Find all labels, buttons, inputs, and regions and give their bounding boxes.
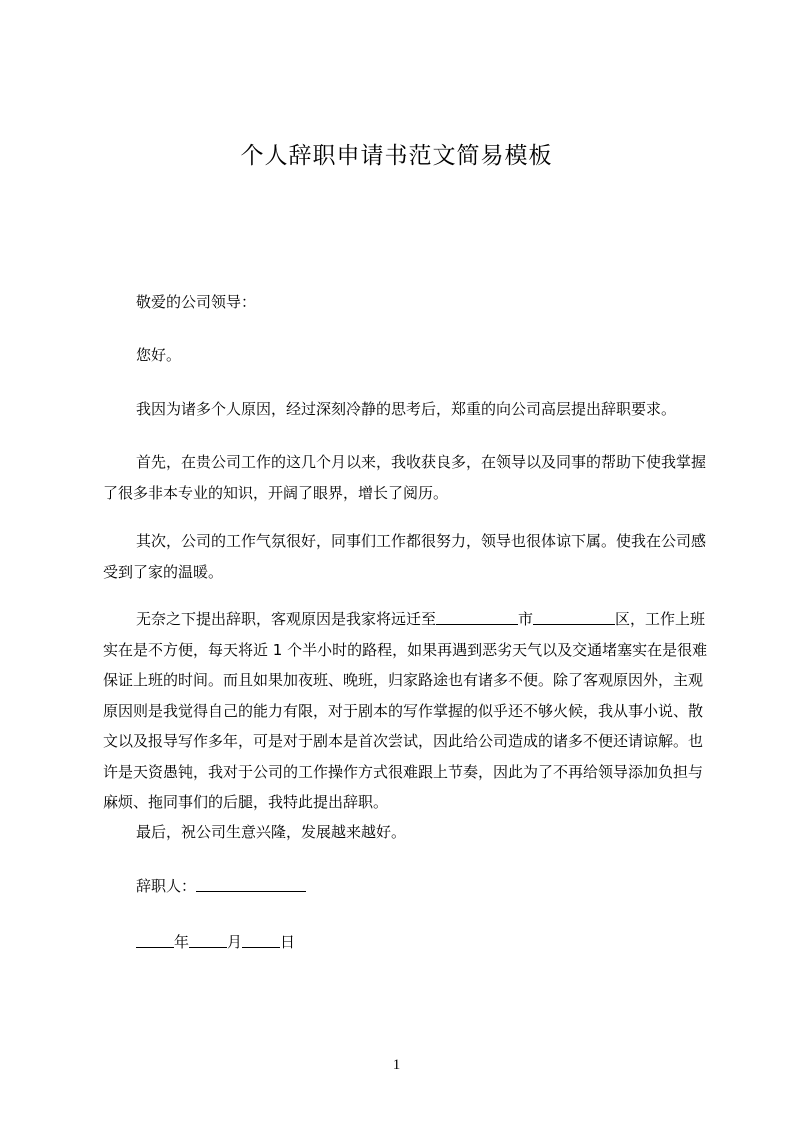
signature-blank [196, 877, 306, 892]
month-blank [189, 933, 227, 948]
paragraph-explanation [103, 604, 717, 818]
paragraph-atmosphere: 其次，公司的工作气氛很好，同事们工作都很努力，领导也很体谅下属。使我在公司感受到了家的温暖。 [103, 532, 707, 581]
day-label: 日 [280, 933, 296, 951]
salutation: 敬爱的公司领导： [136, 293, 257, 311]
paragraph-explanation-part-2: 市 [518, 610, 534, 628]
closing: 最后，祝公司生意兴隆，发展越来越好。 [136, 823, 407, 841]
day-blank [242, 933, 280, 948]
month-label: 月 [227, 933, 243, 951]
signature-label: 辞职人： [136, 877, 197, 895]
paragraph-explanation-part-3: 区，工作上班实在是不方便，每天将近 1 个半小时的路程，如果再遇到恶劣天气以及交通堵塞实在是很难保证上班的时间。而且如果加夜班、晚班，归家路途也有诸多不便。除了客观原因外，主观原因则是我觉得自己的能力有限，对于剧本的写作掌握的似乎还不够火候，我从事小说、散文以及报导写作多年，可是对于剧本是首次尝试，因此给公司造成的诸多不便还请谅解。也许是天资愚钝，我对于公司的工作操作方式很难跟上节奏，因此为了不再给领导添加负担与麻烦、拖同事们的后腿，我特此提出辞职。 [103, 610, 708, 811]
signature-line [103, 871, 717, 902]
paragraph-explanation-part-1: 无奈之下提出辞职，客观原因是我家将远迁至 [136, 610, 437, 628]
city-blank [436, 610, 518, 625]
page-number: 1 [392, 1057, 401, 1073]
district-blank [533, 610, 615, 625]
paragraph-reason: 我因为诸多个人原因，经过深刻冷静的思考后，郑重的向公司高层提出辞职要求。 [136, 400, 677, 418]
page-title: 个人辞职申请书范文简易模板 [240, 143, 553, 169]
year-label: 年 [174, 933, 190, 951]
year-blank [136, 933, 174, 948]
paragraph-gratitude: 首先，在贵公司工作的这几个月以来，我收获良多，在领导以及同事的帮助下使我掌握了很多非本专业的知识，开阔了眼界，增长了阅历。 [103, 453, 707, 502]
greeting: 您好。 [136, 346, 182, 364]
date-line [103, 927, 717, 958]
